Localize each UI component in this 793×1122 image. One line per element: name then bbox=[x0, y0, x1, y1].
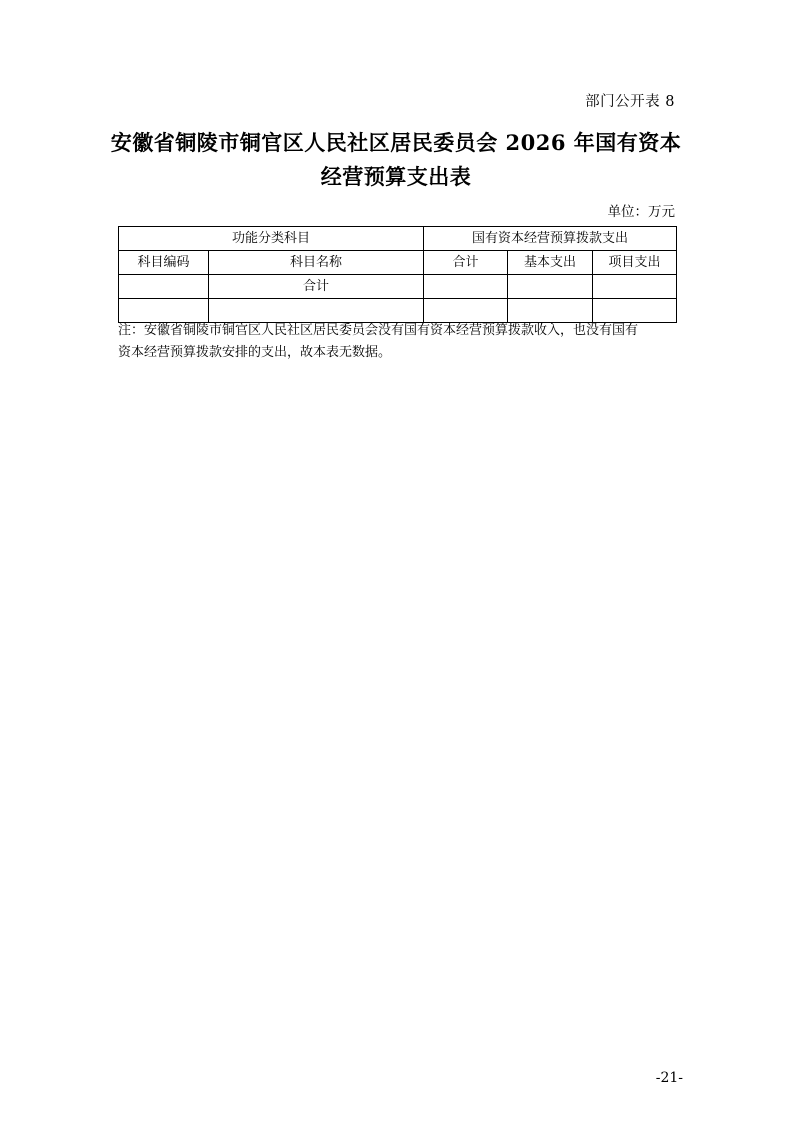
column-header-basic: 基本支出 bbox=[508, 251, 593, 275]
table-note-line-1: 注：安徽省铜陵市铜官区人民社区居民委员会没有国有资本经营预算拨款收入，也没有国有 bbox=[118, 323, 639, 338]
cell-project bbox=[593, 299, 677, 323]
cell-total bbox=[424, 275, 508, 299]
budget-table bbox=[118, 226, 677, 323]
form-label: 部门公开表 8 bbox=[585, 94, 675, 110]
table-note bbox=[118, 320, 678, 364]
column-header-project: 项目支出 bbox=[593, 251, 677, 275]
cell-code bbox=[119, 299, 209, 323]
unit-label: 单位：万元 bbox=[607, 204, 675, 220]
column-header-name: 科目名称 bbox=[209, 251, 424, 275]
column-header-code: 科目编码 bbox=[119, 251, 209, 275]
page-title-line-1: 安徽省铜陵市铜官区人民社区居民委员会 2026 年国有资本 bbox=[110, 130, 682, 155]
page-title bbox=[96, 126, 696, 194]
cell-basic bbox=[508, 299, 593, 323]
table-row bbox=[119, 299, 677, 323]
cell-name: 合计 bbox=[209, 275, 424, 299]
page-title-line-2: 经营预算支出表 bbox=[320, 164, 472, 189]
column-header-total: 合计 bbox=[424, 251, 508, 275]
cell-name bbox=[209, 299, 424, 323]
table-group-header-row bbox=[119, 227, 677, 251]
table-note-line-2: 资本经营预算拨款安排的支出，故本表无数据。 bbox=[118, 345, 392, 360]
cell-total bbox=[424, 299, 508, 323]
cell-project bbox=[593, 275, 677, 299]
table-column-header-row bbox=[119, 251, 677, 275]
group-header-functional-category: 功能分类科目 bbox=[119, 227, 424, 251]
table-row bbox=[119, 275, 677, 299]
cell-code bbox=[119, 275, 209, 299]
page-number: -21- bbox=[655, 1070, 683, 1086]
cell-basic bbox=[508, 275, 593, 299]
group-header-expenditure: 国有资本经营预算拨款支出 bbox=[424, 227, 677, 251]
